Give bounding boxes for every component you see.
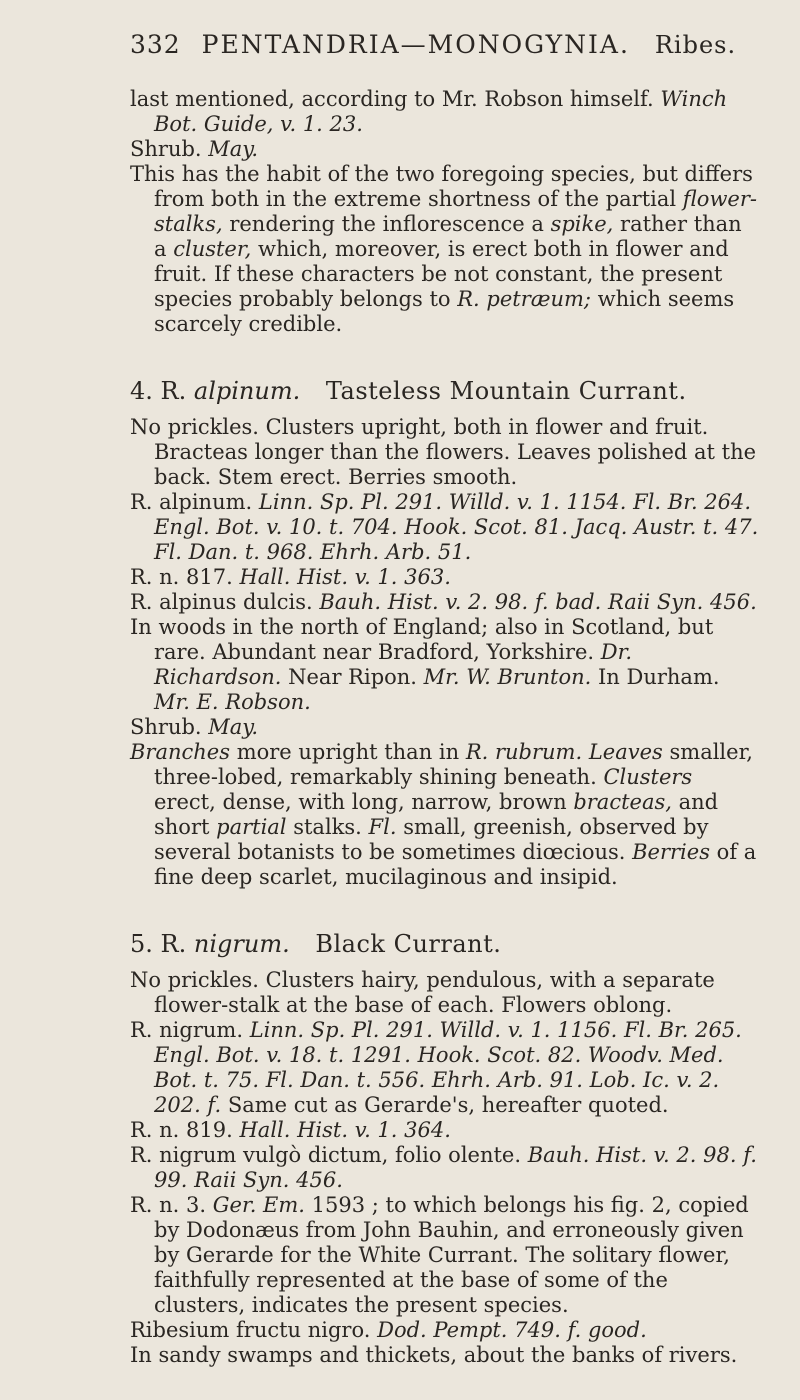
- synonym-entry: R. nigrum. Linn. Sp. Pl. 291. Willd. v. 1. 1156. Fl. Br. 265. Engl. Bot. v. 18. t. 1291. Hook. Scot. 82. Woodv. Med. Bot. t. 75. Fl. Dan. t. 556. Ehrh. Arb. 91. Lob. Ic. v. 2. 202. f. Same cut as Gerarde's, hereafter quoted.: [130, 1018, 742, 1117]
- page-title: PENTANDRIA—MONOGYNIA.: [201, 30, 630, 59]
- synonym-entry: R. alpinum. Linn. Sp. Pl. 291. Willd. v. 1. 1154. Fl. Br. 264. Engl. Bot. v. 10. t. 704. Hook. Scot. 81. Jacq. Austr. t. 47. Fl. Dan. t. 968. Ehrh. Arb. 51.: [130, 490, 759, 564]
- shrub-line: Shrub. May.: [130, 715, 259, 739]
- genus-heading: Ribes.: [654, 31, 737, 59]
- species-description: No prickles. Clusters hairy, pendulous, with a separate flower-stalk at the base of each. Flowers oblong.: [130, 968, 715, 1017]
- species-heading-alpinum: 4. R. alpinum. Tasteless Mountain Currant.: [130, 377, 687, 405]
- observations-paragraph: Branches more upright than in R. rubrum. Leaves smaller, three-lobed, remarkably shining beneath. Clusters erect, dense, with long, narrow, brown bracteas, and short partial stalks. Fl. small, greenish, observed by several botanists to be sometimes diœcious. Berries of a fine deep scarlet, mucilaginous and insipid.: [130, 740, 757, 889]
- intro-paragraph-2: Shrub. May.: [130, 137, 259, 161]
- habitat-paragraph: In woods in the north of England; also in Scotland, but rare. Abundant near Bradford, Yorkshire. Dr. Richardson. Near Ripon. Mr. W. Brunton. In Durham. Mr. E. Robson.: [130, 615, 720, 714]
- synonym-entry: R. nigrum vulgò dictum, folio olente. Bauh. Hist. v. 2. 98. f. 99. Raii Syn. 456.: [130, 1143, 757, 1192]
- synonym-entry: R. n. 3. Ger. Em. 1593 ; to which belongs his fig. 2, copied by Dodonæus from John Bauhin, and erroneously given by Gerarde for the White Currant. The solitary flower, faithfully represented at the base of some of the clusters, indicates the present species.: [130, 1193, 749, 1317]
- synonym-entry: R. n. 817. Hall. Hist. v. 1. 363.: [130, 565, 451, 589]
- intro-paragraph-1: last mentioned, according to Mr. Robson himself. Winch Bot. Guide, v. 1. 23.: [130, 87, 728, 136]
- running-header: [130, 30, 760, 59]
- habitat-paragraph: In sandy swamps and thickets, about the banks of rivers.: [130, 1343, 738, 1367]
- page-number: 332: [130, 30, 181, 59]
- synonym-entry: R. n. 819. Hall. Hist. v. 1. 364.: [130, 1118, 451, 1142]
- species-description: No prickles. Clusters upright, both in flower and fruit. Bracteas longer than the flowers. Leaves polished at the back. Stem erect. Berries smooth.: [130, 415, 757, 489]
- intro-paragraph-3: This has the habit of the two foregoing species, but differs from both in the extreme shortness of the partial flower-stalks, rendering the inflorescence a spike, rather than a cluster, which, moreover, is erect both in flower and fruit. If these characters be not constant, the present species probably belongs to R. petræum; which seems scarcely credible.: [130, 162, 757, 336]
- synonym-entry: Ribesium fructu nigro. Dod. Pempt. 749. f. good.: [130, 1318, 647, 1342]
- synonym-entry: R. alpinus dulcis. Bauh. Hist. v. 2. 98. f. bad. Raii Syn. 456.: [130, 590, 757, 614]
- species-heading-nigrum: 5. R. nigrum. Black Currant.: [130, 930, 502, 958]
